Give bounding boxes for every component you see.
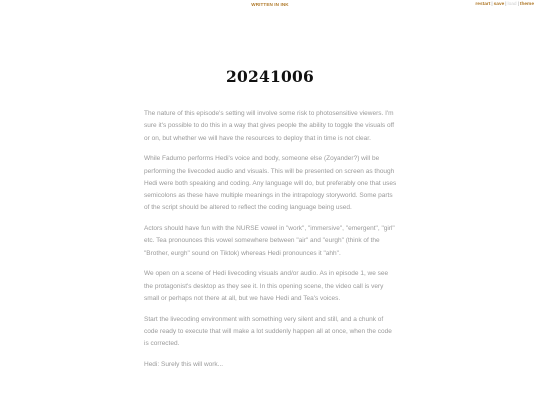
story-paragraph: The nature of this episode's setting will involve some risk to photosensitive viewers. I'm sure it's possible to do this in a way that gives people the ability to toggle the visuals off or on, but whether we will have the resources to deploy that in time is not clear.: [144, 110, 395, 142]
story-menu: [475, 2, 534, 7]
story-paragraph: Actors should have fun with the NURSE vowel in "work", "immersive", "emergent", "girl" etc. Tea pronounces this vowel somewhere between "air" and "eurgh" (think of the "Brother, eurgh" sound on Tiktok) whereas Hedi pronounces it "ahh".: [144, 225, 395, 257]
story-text: [144, 108, 398, 380]
story-paragraph: We open on a scene of Hedi livecoding visuals and/or audio. As in episode 1, we see the protagonist's desktop as they see it. In this opening scene, the video call is very small or perhaps not there at all, but we have Hedi and Tea's voices.: [144, 270, 389, 303]
theme-link[interactable]: theme: [519, 2, 534, 7]
load-link[interactable]: load: [507, 2, 517, 7]
menu-separator: |: [505, 2, 507, 7]
top-bar: [0, 0, 540, 12]
page-title: 20241006: [226, 67, 314, 87]
menu-separator: |: [491, 2, 493, 7]
save-link[interactable]: save: [493, 2, 505, 7]
story-paragraph: Start the livecoding environment with something very silent and still, and a chunk of code ready to execute that will make a lot suddenly happen all at once, when the code is corrected.: [144, 315, 392, 348]
story-paragraph: Hedi: Surely this will work...: [144, 361, 224, 368]
story-paragraph: While Fadumo performs Hedi's voice and body, someone else (Zoyander?) will be performing the livecoded audio and visuals. This will be presented on screen as though Hedi were both speaking and coding. Any language will do, but preferably one that uses semicolons as these have multiple meanings in the intrapology storyworld. Some parts of the script should be altered to reflect the coding language being used.: [144, 155, 397, 212]
menu-separator: |: [517, 2, 519, 7]
site-brand: WRITTEN IN INK: [251, 2, 289, 7]
restart-link[interactable]: restart: [475, 2, 491, 7]
